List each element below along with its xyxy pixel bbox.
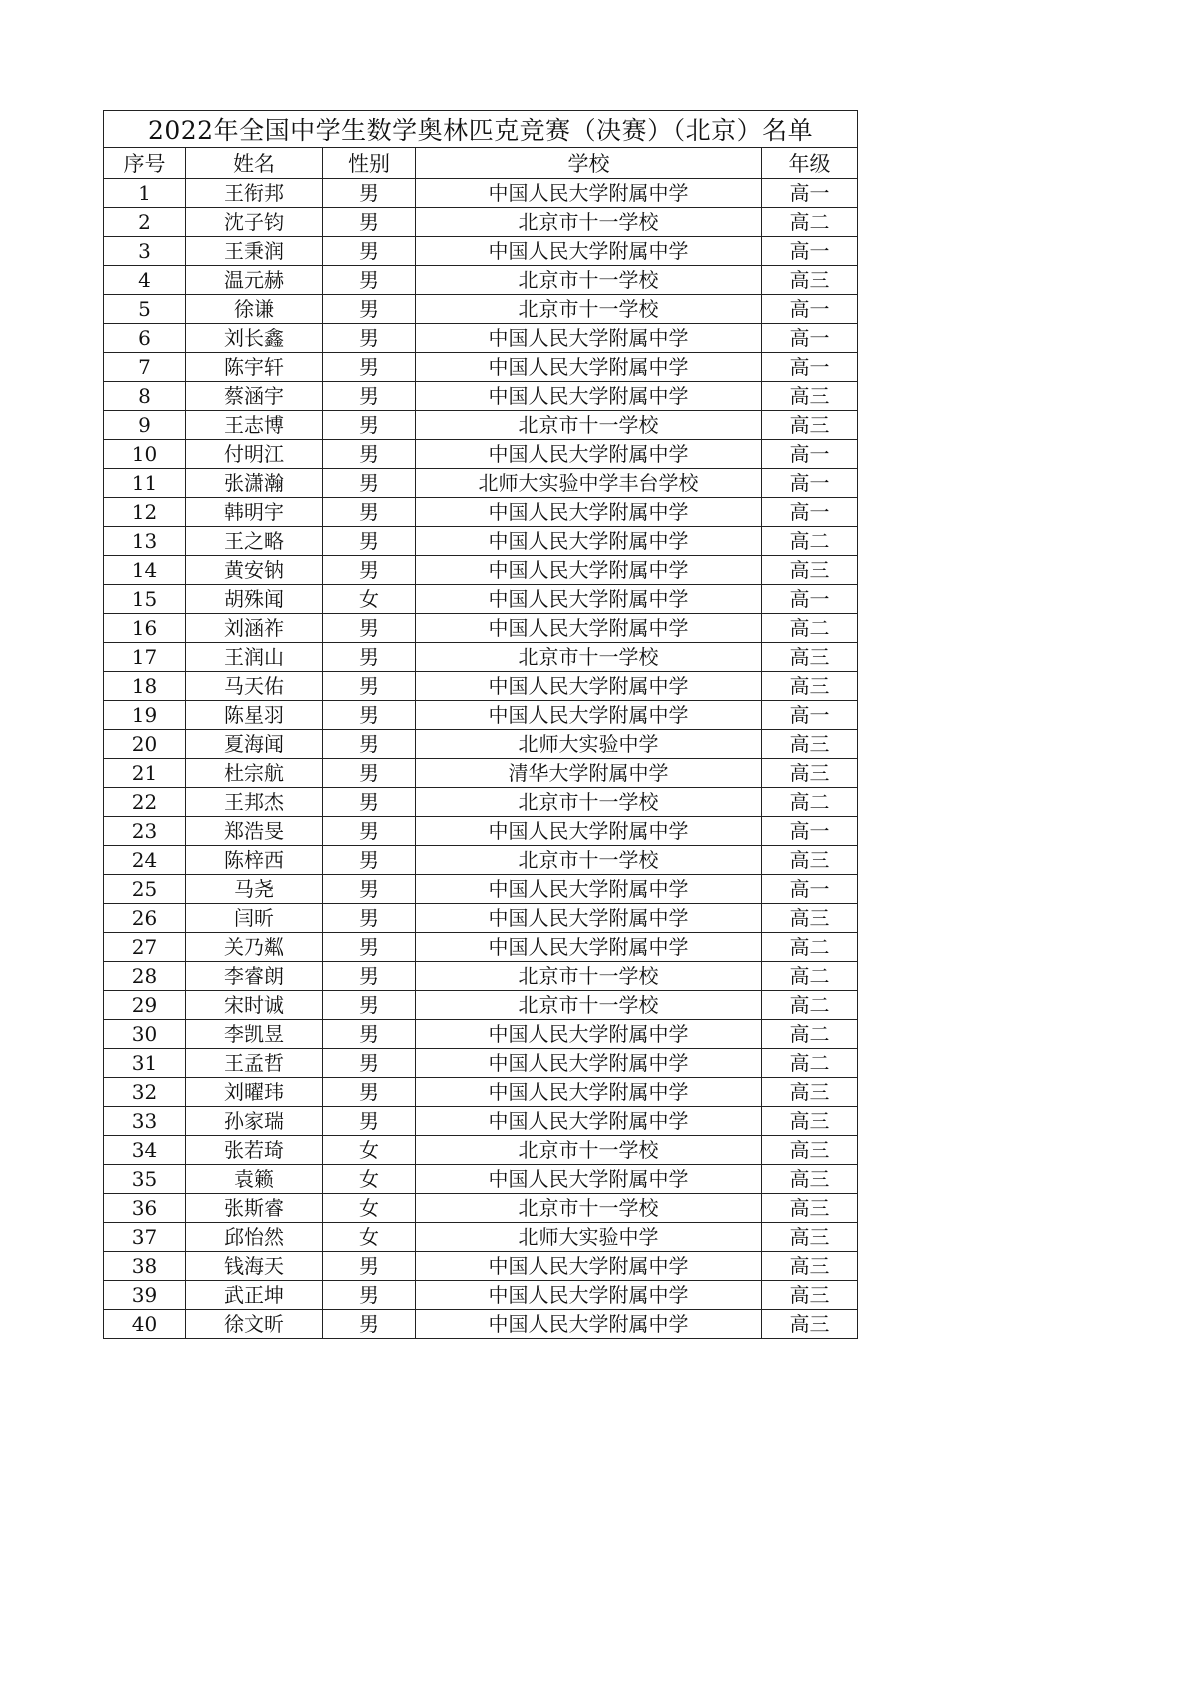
cell-gender: 男 xyxy=(323,324,416,353)
column-header-name: 姓名 xyxy=(186,148,323,179)
table-row xyxy=(104,527,858,556)
cell-name: 王衔邦 xyxy=(186,179,323,208)
cell-number: 20 xyxy=(104,730,186,759)
roster-body xyxy=(104,179,858,1339)
cell-grade: 高二 xyxy=(762,614,858,643)
cell-school: 中国人民大学附属中学 xyxy=(416,382,762,411)
cell-number: 6 xyxy=(104,324,186,353)
cell-name: 马天佑 xyxy=(186,672,323,701)
cell-number: 29 xyxy=(104,991,186,1020)
cell-grade: 高一 xyxy=(762,498,858,527)
cell-grade: 高三 xyxy=(762,1194,858,1223)
cell-school: 中国人民大学附属中学 xyxy=(416,1107,762,1136)
table-row xyxy=(104,1194,858,1223)
cell-grade: 高三 xyxy=(762,846,858,875)
cell-name: 王秉润 xyxy=(186,237,323,266)
cell-gender: 男 xyxy=(323,730,416,759)
cell-school: 中国人民大学附属中学 xyxy=(416,440,762,469)
cell-name: 王孟哲 xyxy=(186,1049,323,1078)
cell-number: 38 xyxy=(104,1252,186,1281)
cell-name: 韩明宇 xyxy=(186,498,323,527)
cell-gender: 女 xyxy=(323,1223,416,1252)
table-row xyxy=(104,1049,858,1078)
cell-name: 李睿朗 xyxy=(186,962,323,991)
cell-gender: 男 xyxy=(323,295,416,324)
cell-school: 中国人民大学附属中学 xyxy=(416,817,762,846)
cell-number: 13 xyxy=(104,527,186,556)
cell-grade: 高一 xyxy=(762,179,858,208)
table-row xyxy=(104,788,858,817)
cell-number: 7 xyxy=(104,353,186,382)
cell-number: 27 xyxy=(104,933,186,962)
cell-name: 陈梓西 xyxy=(186,846,323,875)
column-header-school: 学校 xyxy=(416,148,762,179)
cell-name: 张潇瀚 xyxy=(186,469,323,498)
cell-grade: 高三 xyxy=(762,643,858,672)
cell-gender: 男 xyxy=(323,788,416,817)
cell-number: 15 xyxy=(104,585,186,614)
cell-name: 张斯睿 xyxy=(186,1194,323,1223)
cell-school: 北师大实验中学 xyxy=(416,1223,762,1252)
cell-number: 35 xyxy=(104,1165,186,1194)
cell-gender: 男 xyxy=(323,179,416,208)
cell-gender: 男 xyxy=(323,556,416,585)
cell-school: 中国人民大学附属中学 xyxy=(416,875,762,904)
cell-grade: 高二 xyxy=(762,933,858,962)
cell-name: 王邦杰 xyxy=(186,788,323,817)
cell-name: 张若琦 xyxy=(186,1136,323,1165)
cell-number: 36 xyxy=(104,1194,186,1223)
cell-name: 徐文昕 xyxy=(186,1310,323,1339)
cell-grade: 高三 xyxy=(762,556,858,585)
table-row xyxy=(104,295,858,324)
cell-grade: 高二 xyxy=(762,208,858,237)
table-row xyxy=(104,382,858,411)
cell-gender: 男 xyxy=(323,266,416,295)
table-row xyxy=(104,1223,858,1252)
cell-gender: 男 xyxy=(323,991,416,1020)
cell-number: 17 xyxy=(104,643,186,672)
cell-school: 中国人民大学附属中学 xyxy=(416,353,762,382)
cell-grade: 高二 xyxy=(762,962,858,991)
cell-gender: 男 xyxy=(323,1252,416,1281)
cell-number: 34 xyxy=(104,1136,186,1165)
cell-grade: 高一 xyxy=(762,353,858,382)
table-row xyxy=(104,266,858,295)
cell-grade: 高三 xyxy=(762,672,858,701)
cell-school: 中国人民大学附属中学 xyxy=(416,498,762,527)
cell-school: 中国人民大学附属中学 xyxy=(416,556,762,585)
cell-school: 中国人民大学附属中学 xyxy=(416,179,762,208)
cell-number: 5 xyxy=(104,295,186,324)
cell-name: 闫昕 xyxy=(186,904,323,933)
table-row xyxy=(104,643,858,672)
cell-grade: 高三 xyxy=(762,1223,858,1252)
cell-number: 28 xyxy=(104,962,186,991)
cell-name: 温元赫 xyxy=(186,266,323,295)
cell-gender: 男 xyxy=(323,643,416,672)
cell-name: 李凯昱 xyxy=(186,1020,323,1049)
table-row xyxy=(104,846,858,875)
cell-gender: 男 xyxy=(323,875,416,904)
cell-name: 刘曜玮 xyxy=(186,1078,323,1107)
table-row xyxy=(104,1020,858,1049)
cell-school: 中国人民大学附属中学 xyxy=(416,1078,762,1107)
cell-number: 14 xyxy=(104,556,186,585)
cell-grade: 高一 xyxy=(762,295,858,324)
cell-name: 邱怡然 xyxy=(186,1223,323,1252)
cell-school: 中国人民大学附属中学 xyxy=(416,585,762,614)
cell-school: 北京市十一学校 xyxy=(416,962,762,991)
table-row xyxy=(104,237,858,266)
cell-school: 中国人民大学附属中学 xyxy=(416,1165,762,1194)
cell-school: 中国人民大学附属中学 xyxy=(416,237,762,266)
cell-school: 北京市十一学校 xyxy=(416,991,762,1020)
cell-number: 4 xyxy=(104,266,186,295)
table-row xyxy=(104,991,858,1020)
table-row xyxy=(104,585,858,614)
cell-gender: 男 xyxy=(323,962,416,991)
cell-school: 中国人民大学附属中学 xyxy=(416,1020,762,1049)
cell-grade: 高一 xyxy=(762,440,858,469)
table-row xyxy=(104,411,858,440)
table-row xyxy=(104,933,858,962)
roster-sheet xyxy=(103,110,857,1339)
cell-school: 中国人民大学附属中学 xyxy=(416,672,762,701)
cell-name: 袁籁 xyxy=(186,1165,323,1194)
table-row xyxy=(104,324,858,353)
cell-name: 沈子钧 xyxy=(186,208,323,237)
cell-grade: 高一 xyxy=(762,817,858,846)
cell-name: 刘涵祚 xyxy=(186,614,323,643)
table-row xyxy=(104,208,858,237)
cell-number: 24 xyxy=(104,846,186,875)
cell-number: 40 xyxy=(104,1310,186,1339)
cell-gender: 女 xyxy=(323,1136,416,1165)
cell-school: 清华大学附属中学 xyxy=(416,759,762,788)
cell-name: 宋时诚 xyxy=(186,991,323,1020)
cell-name: 孙家瑞 xyxy=(186,1107,323,1136)
table-row xyxy=(104,469,858,498)
cell-gender: 女 xyxy=(323,1165,416,1194)
cell-gender: 男 xyxy=(323,208,416,237)
cell-grade: 高三 xyxy=(762,1310,858,1339)
cell-gender: 男 xyxy=(323,527,416,556)
cell-school: 北京市十一学校 xyxy=(416,1136,762,1165)
cell-name: 蔡涵宇 xyxy=(186,382,323,411)
cell-number: 11 xyxy=(104,469,186,498)
column-header-grade: 年级 xyxy=(762,148,858,179)
cell-number: 25 xyxy=(104,875,186,904)
cell-number: 1 xyxy=(104,179,186,208)
table-row xyxy=(104,498,858,527)
cell-gender: 男 xyxy=(323,614,416,643)
cell-name: 黄安钠 xyxy=(186,556,323,585)
cell-grade: 高二 xyxy=(762,1020,858,1049)
cell-number: 39 xyxy=(104,1281,186,1310)
cell-grade: 高二 xyxy=(762,788,858,817)
cell-grade: 高三 xyxy=(762,266,858,295)
cell-gender: 男 xyxy=(323,1310,416,1339)
cell-number: 22 xyxy=(104,788,186,817)
cell-name: 郑浩旻 xyxy=(186,817,323,846)
cell-school: 中国人民大学附属中学 xyxy=(416,1310,762,1339)
table-row xyxy=(104,353,858,382)
cell-gender: 男 xyxy=(323,237,416,266)
cell-gender: 男 xyxy=(323,1020,416,1049)
cell-gender: 男 xyxy=(323,817,416,846)
cell-school: 中国人民大学附属中学 xyxy=(416,614,762,643)
cell-name: 王润山 xyxy=(186,643,323,672)
cell-grade: 高一 xyxy=(762,701,858,730)
cell-grade: 高三 xyxy=(762,382,858,411)
cell-school: 中国人民大学附属中学 xyxy=(416,1281,762,1310)
cell-school: 北京市十一学校 xyxy=(416,643,762,672)
table-row xyxy=(104,440,858,469)
cell-school: 北京市十一学校 xyxy=(416,266,762,295)
table-row xyxy=(104,962,858,991)
cell-name: 王之略 xyxy=(186,527,323,556)
cell-name: 钱海天 xyxy=(186,1252,323,1281)
cell-school: 中国人民大学附属中学 xyxy=(416,324,762,353)
table-row xyxy=(104,701,858,730)
cell-name: 关乃粼 xyxy=(186,933,323,962)
cell-grade: 高三 xyxy=(762,411,858,440)
table-row xyxy=(104,1252,858,1281)
cell-number: 30 xyxy=(104,1020,186,1049)
cell-school: 中国人民大学附属中学 xyxy=(416,527,762,556)
cell-school: 中国人民大学附属中学 xyxy=(416,904,762,933)
cell-number: 23 xyxy=(104,817,186,846)
cell-school: 北京市十一学校 xyxy=(416,208,762,237)
cell-grade: 高一 xyxy=(762,324,858,353)
cell-grade: 高三 xyxy=(762,904,858,933)
column-header-number: 序号 xyxy=(104,148,186,179)
cell-name: 刘长鑫 xyxy=(186,324,323,353)
cell-grade: 高三 xyxy=(762,1281,858,1310)
cell-number: 9 xyxy=(104,411,186,440)
cell-gender: 男 xyxy=(323,353,416,382)
title-row xyxy=(104,111,858,148)
cell-number: 8 xyxy=(104,382,186,411)
cell-grade: 高三 xyxy=(762,759,858,788)
cell-name: 陈宇轩 xyxy=(186,353,323,382)
cell-name: 杜宗航 xyxy=(186,759,323,788)
table-row xyxy=(104,875,858,904)
cell-number: 21 xyxy=(104,759,186,788)
cell-number: 26 xyxy=(104,904,186,933)
roster-table xyxy=(103,110,858,1339)
table-row xyxy=(104,1136,858,1165)
cell-school: 北京市十一学校 xyxy=(416,411,762,440)
cell-gender: 男 xyxy=(323,382,416,411)
cell-school: 中国人民大学附属中学 xyxy=(416,701,762,730)
cell-school: 北师大实验中学丰台学校 xyxy=(416,469,762,498)
cell-number: 2 xyxy=(104,208,186,237)
cell-grade: 高二 xyxy=(762,527,858,556)
table-row xyxy=(104,730,858,759)
cell-grade: 高一 xyxy=(762,237,858,266)
cell-gender: 男 xyxy=(323,672,416,701)
cell-grade: 高二 xyxy=(762,1049,858,1078)
cell-name: 武正坤 xyxy=(186,1281,323,1310)
cell-grade: 高一 xyxy=(762,585,858,614)
table-title: 2022年全国中学生数学奥林匹克竞赛（决赛）（北京）名单 xyxy=(104,111,858,148)
cell-name: 马尧 xyxy=(186,875,323,904)
cell-school: 北师大实验中学 xyxy=(416,730,762,759)
header-row xyxy=(104,148,858,179)
cell-name: 胡殊闻 xyxy=(186,585,323,614)
table-row xyxy=(104,817,858,846)
cell-number: 37 xyxy=(104,1223,186,1252)
cell-school: 北京市十一学校 xyxy=(416,846,762,875)
cell-grade: 高一 xyxy=(762,469,858,498)
cell-number: 33 xyxy=(104,1107,186,1136)
cell-gender: 男 xyxy=(323,759,416,788)
cell-gender: 女 xyxy=(323,1194,416,1223)
cell-gender: 男 xyxy=(323,701,416,730)
cell-gender: 男 xyxy=(323,933,416,962)
cell-gender: 女 xyxy=(323,585,416,614)
column-header-gender: 性别 xyxy=(323,148,416,179)
cell-number: 18 xyxy=(104,672,186,701)
cell-school: 中国人民大学附属中学 xyxy=(416,1049,762,1078)
cell-gender: 男 xyxy=(323,1049,416,1078)
cell-name: 付明江 xyxy=(186,440,323,469)
cell-name: 夏海闻 xyxy=(186,730,323,759)
cell-school: 北京市十一学校 xyxy=(416,788,762,817)
table-row xyxy=(104,556,858,585)
cell-gender: 男 xyxy=(323,469,416,498)
cell-school: 北京市十一学校 xyxy=(416,1194,762,1223)
table-row xyxy=(104,1165,858,1194)
table-row xyxy=(104,179,858,208)
cell-school: 北京市十一学校 xyxy=(416,295,762,324)
cell-gender: 男 xyxy=(323,411,416,440)
cell-school: 中国人民大学附属中学 xyxy=(416,933,762,962)
table-row xyxy=(104,759,858,788)
cell-grade: 高三 xyxy=(762,730,858,759)
cell-grade: 高三 xyxy=(762,1078,858,1107)
table-row xyxy=(104,672,858,701)
table-row xyxy=(104,1107,858,1136)
cell-grade: 高一 xyxy=(762,875,858,904)
cell-grade: 高三 xyxy=(762,1252,858,1281)
cell-name: 徐谦 xyxy=(186,295,323,324)
cell-gender: 男 xyxy=(323,440,416,469)
cell-grade: 高二 xyxy=(762,991,858,1020)
cell-number: 12 xyxy=(104,498,186,527)
cell-number: 16 xyxy=(104,614,186,643)
cell-name: 陈星羽 xyxy=(186,701,323,730)
cell-number: 3 xyxy=(104,237,186,266)
cell-gender: 男 xyxy=(323,1107,416,1136)
table-row xyxy=(104,1281,858,1310)
cell-gender: 男 xyxy=(323,1281,416,1310)
table-row xyxy=(104,614,858,643)
table-row xyxy=(104,1078,858,1107)
cell-grade: 高三 xyxy=(762,1107,858,1136)
cell-grade: 高三 xyxy=(762,1165,858,1194)
cell-number: 10 xyxy=(104,440,186,469)
table-row xyxy=(104,904,858,933)
cell-name: 王志博 xyxy=(186,411,323,440)
cell-gender: 男 xyxy=(323,846,416,875)
cell-grade: 高三 xyxy=(762,1136,858,1165)
cell-gender: 男 xyxy=(323,904,416,933)
cell-number: 32 xyxy=(104,1078,186,1107)
cell-number: 31 xyxy=(104,1049,186,1078)
cell-gender: 男 xyxy=(323,498,416,527)
cell-gender: 男 xyxy=(323,1078,416,1107)
cell-school: 中国人民大学附属中学 xyxy=(416,1252,762,1281)
table-row xyxy=(104,1310,858,1339)
cell-number: 19 xyxy=(104,701,186,730)
